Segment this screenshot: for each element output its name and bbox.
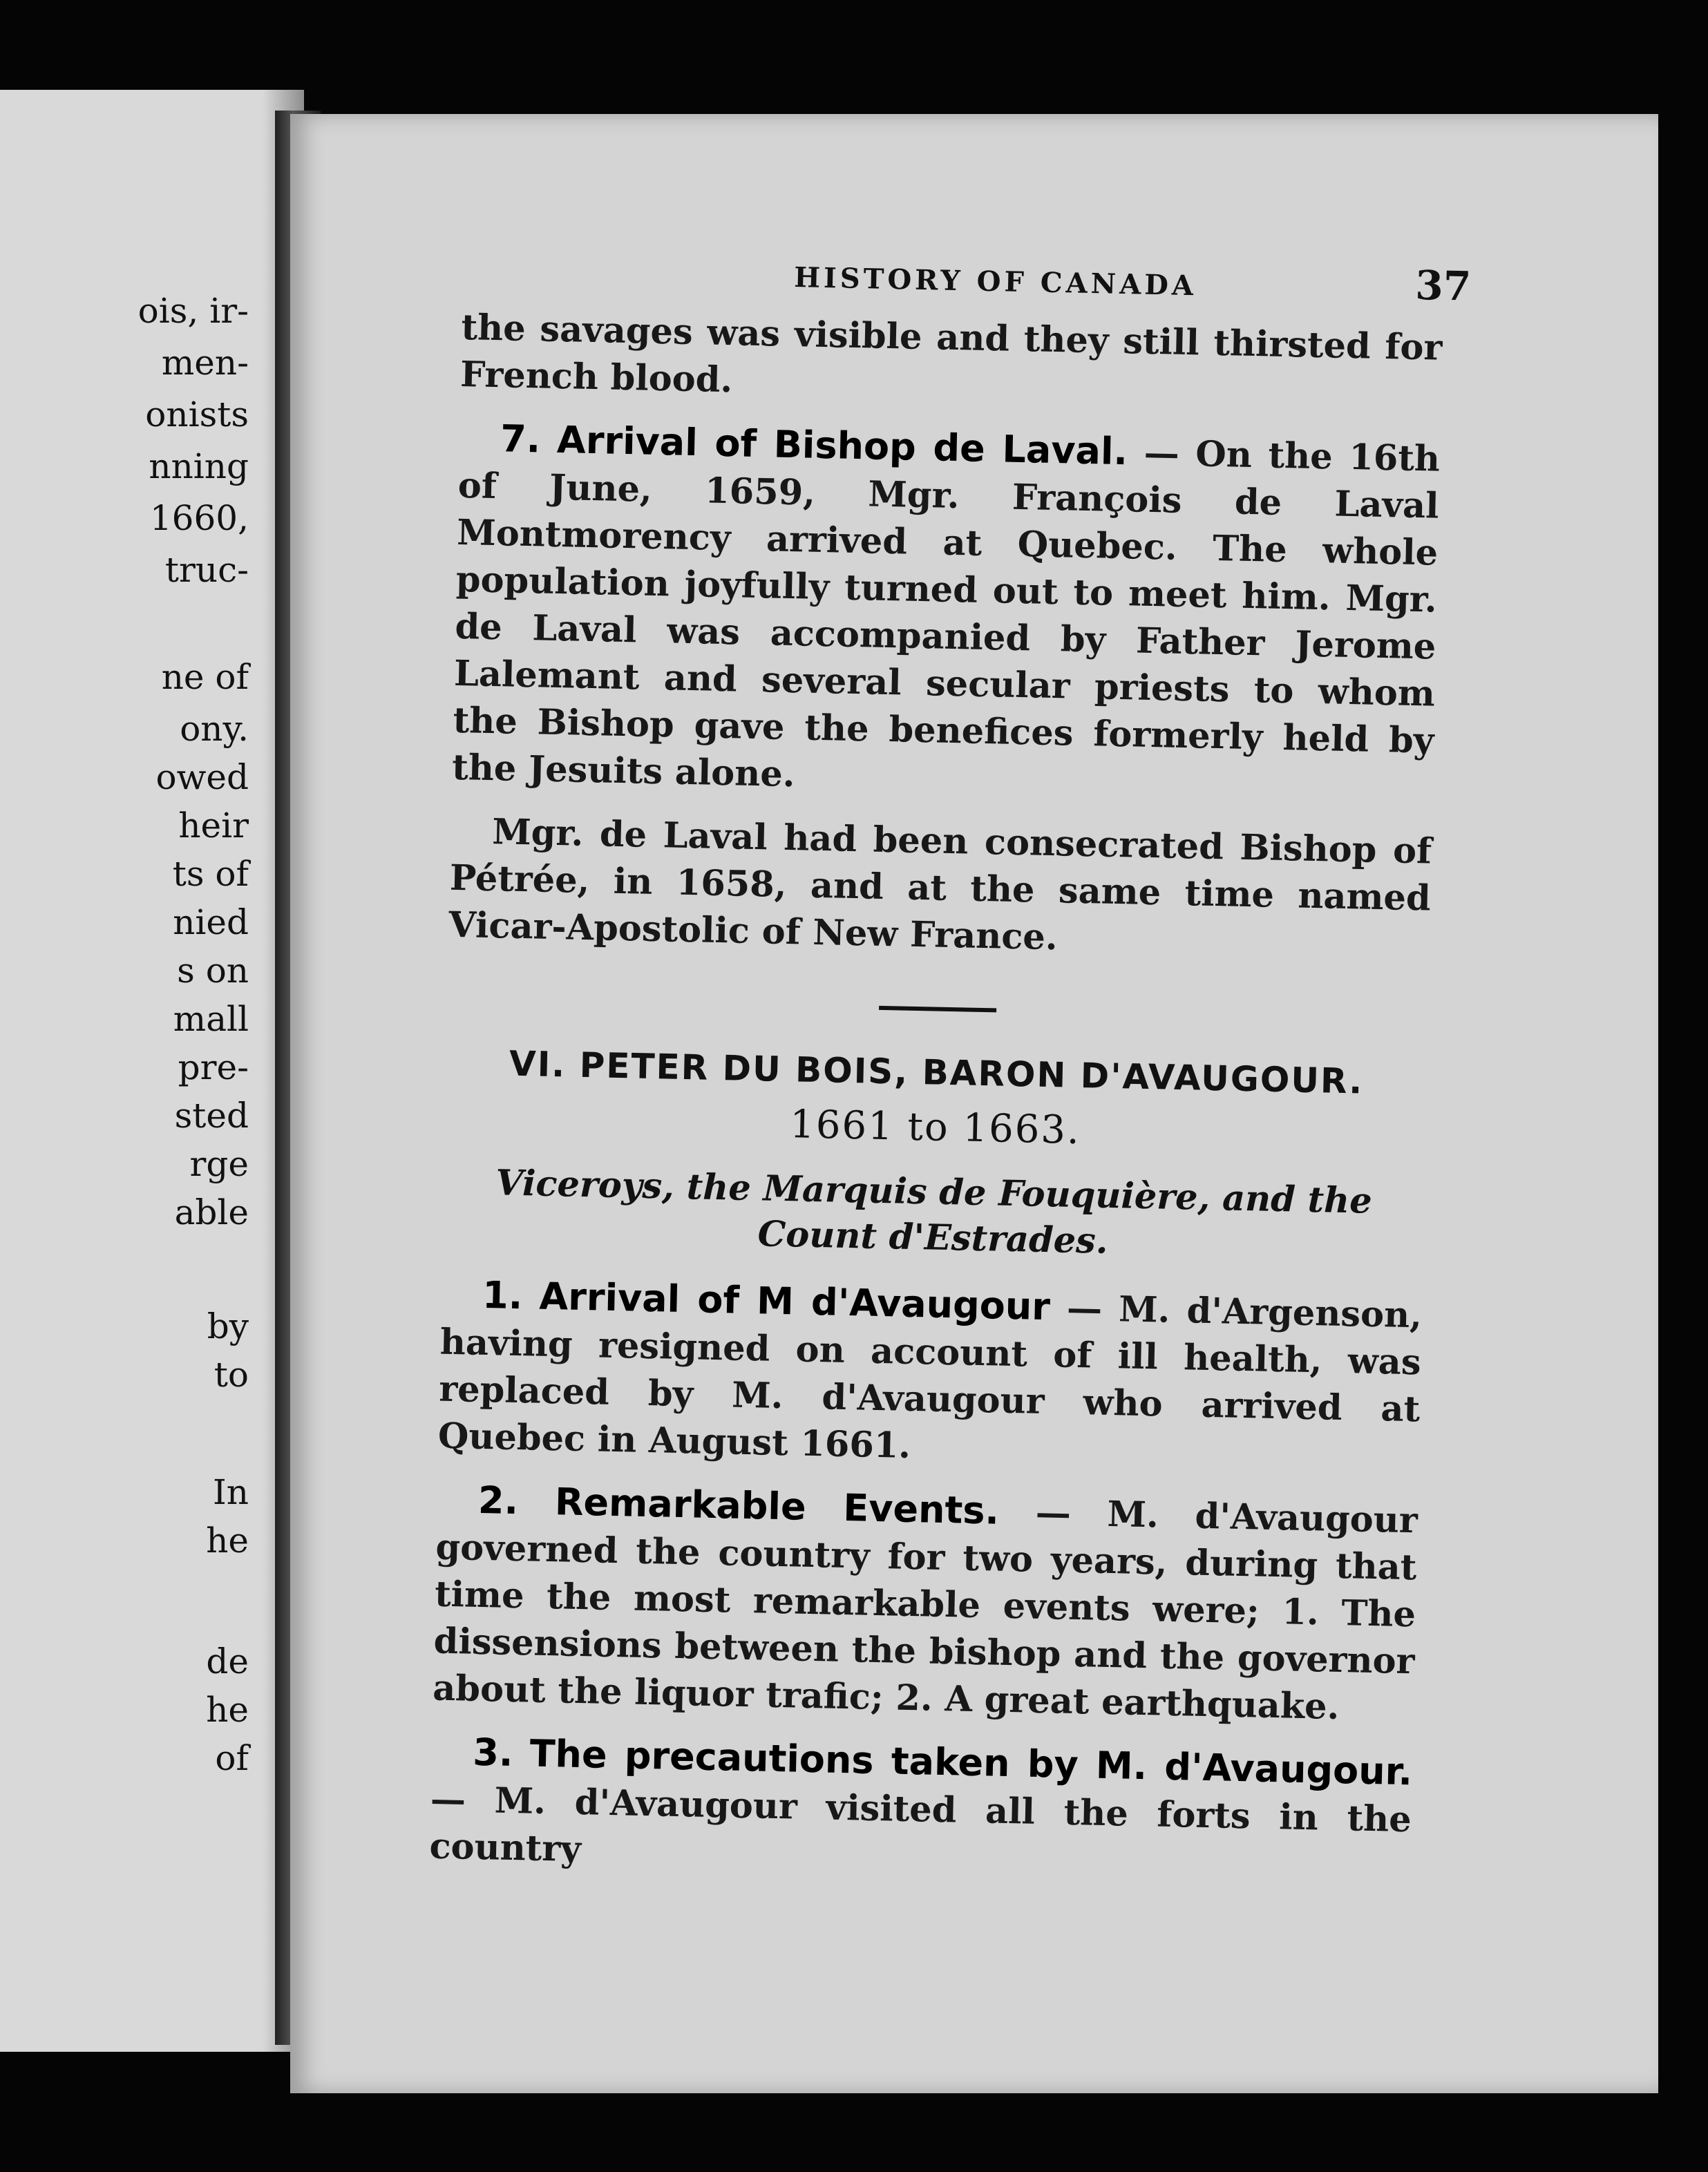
left-page-line: rge <box>189 1144 249 1184</box>
section-2-paragraph <box>433 1476 1418 1733</box>
page-content <box>428 249 1472 1907</box>
em-dash: — <box>1035 1492 1072 1534</box>
left-page-line: sted <box>174 1096 249 1136</box>
section-number: 2. <box>477 1478 519 1523</box>
chapter-title: VI. PETER DU BOIS, BARON D'AVAUGOUR. <box>509 1043 1364 1102</box>
left-page-line: owed <box>155 757 249 797</box>
page-number: 37 <box>1414 261 1472 310</box>
section-text: M. d'Avaugour governed the country for two years, during that time the most remarkable events were; 1. The dissensions between the bishop and the governor about the liquor trafic; 2. A great earthquake. <box>432 1493 1418 1728</box>
section-text: On the 16th of June, 1659, Mgr. François de Laval Montmorency arrived at Quebec. The whole population joyfully turned out to meet him. Mgr. de Laval was accompanied by Father Jerome Lalemant and several secular priests to whom the Bishop gave the benefices formerly held by the Jesuits alone. <box>451 433 1441 796</box>
section-number: 7. <box>500 417 541 461</box>
left-page-line: men- <box>161 343 249 383</box>
section-number: 3. <box>472 1730 514 1775</box>
left-page-line: he <box>206 1690 249 1730</box>
continuation-paragraph: the savages was visible and they still thirsted for French blood. <box>459 306 1443 401</box>
left-page-line: ony. <box>180 709 249 749</box>
em-dash: — <box>1066 1287 1103 1330</box>
left-page-line: ne of <box>161 657 249 697</box>
section-text: M. d'Argenson, having resigned on account of ill health, was replaced by M. d'Avaugour who arrived at Quebec in August 1661. <box>437 1288 1423 1467</box>
left-page-line: nning <box>149 446 249 486</box>
left-page-line: able <box>174 1192 249 1232</box>
section-text: M. d'Avaugour visited all the forts in the country <box>428 1780 1412 1871</box>
left-page-line: In <box>213 1472 249 1512</box>
running-title: HISTORY OF CANADA <box>793 261 1197 303</box>
left-page-line: mall <box>173 999 249 1039</box>
left-page-line: truc- <box>164 550 249 590</box>
section-number: 1. <box>482 1273 524 1318</box>
chapter-years: 1661 to 1663. <box>789 1102 1081 1153</box>
left-page-line: onists <box>145 394 249 435</box>
left-page-line: ts of <box>172 854 249 894</box>
left-page-line: s on <box>177 951 249 991</box>
section-3-paragraph <box>429 1728 1413 1891</box>
section-1-paragraph <box>437 1271 1422 1480</box>
left-page-line: 1660, <box>149 498 249 538</box>
left-page-line: by <box>207 1306 249 1346</box>
section-divider <box>879 1006 996 1013</box>
section-heading: Remarkable Events. <box>554 1480 1000 1533</box>
section-7-paragraph-2: Mgr. de Laval had been consecrated Bishop of Pétrée, in 1658, and at the same time named Vicar-Apostolic of New France. <box>448 811 1432 959</box>
left-page-line: de <box>206 1641 249 1682</box>
em-dash: — <box>430 1778 466 1821</box>
em-dash: — <box>1144 432 1180 475</box>
previous-page <box>0 90 304 2052</box>
chapter-subtitle: Viceroys, the Marquis de Fouquière, and the Count d'Estrades. <box>495 1162 1373 1262</box>
section-heading: Arrival of Bishop de Laval. <box>556 417 1128 474</box>
section-heading: The precautions taken by M. d'Avaugour. <box>529 1731 1413 1794</box>
left-page-line: of <box>215 1738 249 1778</box>
left-page-line: pre- <box>178 1047 249 1087</box>
left-page-line: he <box>206 1521 249 1561</box>
left-page-line: heir <box>178 806 249 846</box>
left-page-line: nied <box>173 902 249 942</box>
section-7-paragraph <box>452 415 1441 812</box>
section-heading: Arrival of M d'Avaugour <box>538 1274 1051 1329</box>
left-page-line: to <box>213 1355 249 1395</box>
left-page-line: ois, ir- <box>137 291 249 331</box>
